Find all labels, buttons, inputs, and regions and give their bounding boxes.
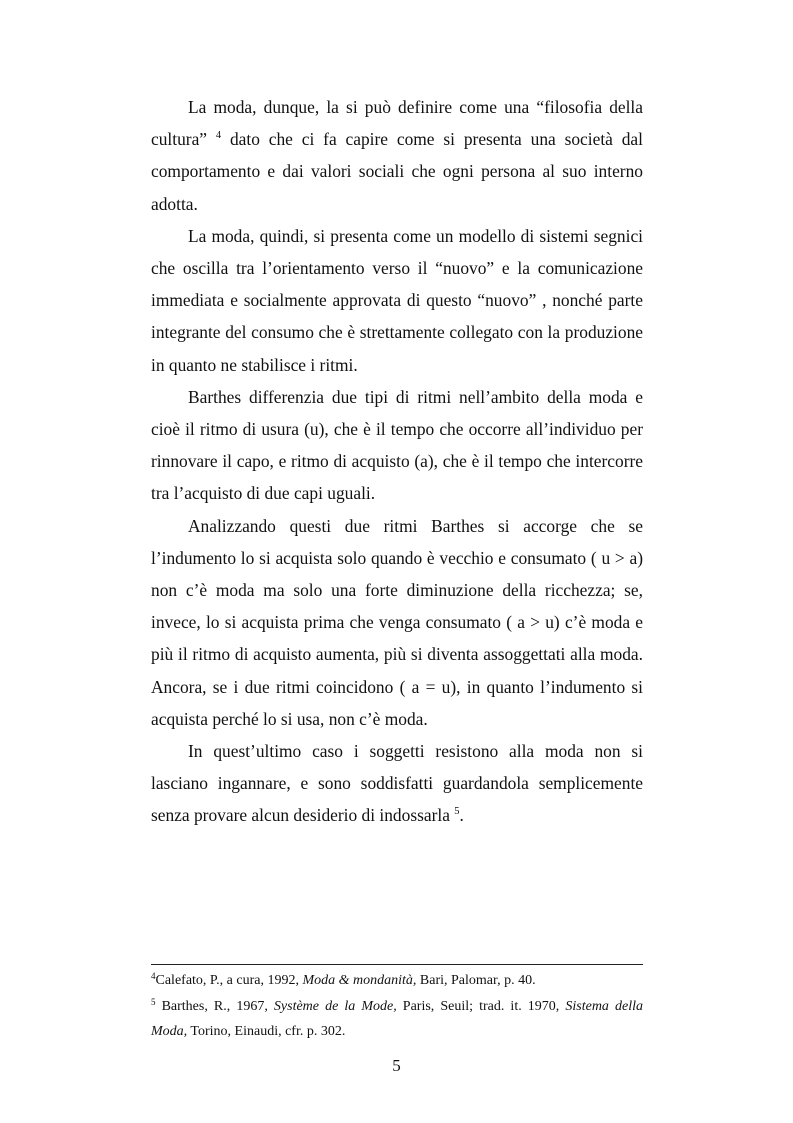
paragraph-text: In quest’ultimo caso i soggetti resistono alla moda non si lasciano ingannare, e sono soddisfatti guardandola semplicemente senza provare alcun desiderio di indossarla — [151, 741, 643, 826]
footnote-title: Sistema della Moda, — [151, 998, 643, 1039]
page-number: 5 — [392, 1056, 401, 1075]
body-text — [151, 91, 643, 832]
footnote-text: Barthes, R., 1967, — [155, 998, 274, 1014]
footnote-ref[interactable]: 5 — [454, 806, 460, 818]
paragraph-text: dato che ci fa capire come si presenta una società dal comportamento e dai valori sociali che ogni persona al suo interno adotta. — [151, 129, 643, 214]
footnotes — [151, 964, 643, 1045]
footnote — [151, 968, 643, 994]
paragraph: Barthes differenzia due tipi di ritmi nell’ambito della moda e cioè il ritmo di usura (u), che è il tempo che occorre all’individuo per rinnovare il capo, e ritmo di acquisto (a), che è il tempo che intercorre tra l’acquisto di due capi uguali. — [151, 386, 643, 504]
paragraph — [151, 735, 643, 832]
paragraph: Analizzando questi due ritmi Barthes si accorge che se l’indumento lo si acquista solo quando è vecchio e consumato ( u > a) non c’è moda ma solo una forte diminuzione della ricchezza; se, invece, lo si acquista prima che venga consumato ( a > u) c’è moda e più il ritmo di acquisto aumenta, più si diventa assoggettati alla moda. Ancora, se i due ritmi coincidono ( a = u), in quanto l’indumento si acquista perché lo si usa, non c’è moda. — [151, 515, 643, 729]
footnote-title: Moda & mondanità, — [302, 973, 417, 988]
footnote-number: 5 — [151, 996, 156, 1007]
footnote-text: Paris, Seuil; trad. it. 1970, — [396, 998, 566, 1014]
footnote-title: Système de la Mode, — [273, 998, 397, 1014]
footnote — [151, 994, 643, 1045]
paragraph — [151, 91, 643, 220]
footnote-text: Torino, Einaudi, cfr. p. 302. — [187, 1024, 346, 1039]
footnote-text: Calefato, P., a cura, 1992, — [155, 973, 303, 988]
footnote-text: Bari, Palomar, p. 40. — [416, 973, 536, 988]
paragraph-text: La moda, dunque, la si può definire come una “filosofia della cultura” — [151, 97, 643, 150]
paragraph: La moda, quindi, si presenta come un modello di sistemi segnici che oscilla tra l’orientamento verso il “nuovo” e la comunicazione immediata e socialmente approvata di questo “nuovo” , nonché parte integrante del consumo che è strettamente collegato con la produzione in quanto ne stabilisce i ritmi. — [151, 225, 643, 375]
footnote-number: 4 — [151, 971, 156, 981]
footnote-ref[interactable]: 4 — [215, 130, 222, 142]
paragraph-text: . — [459, 805, 464, 826]
